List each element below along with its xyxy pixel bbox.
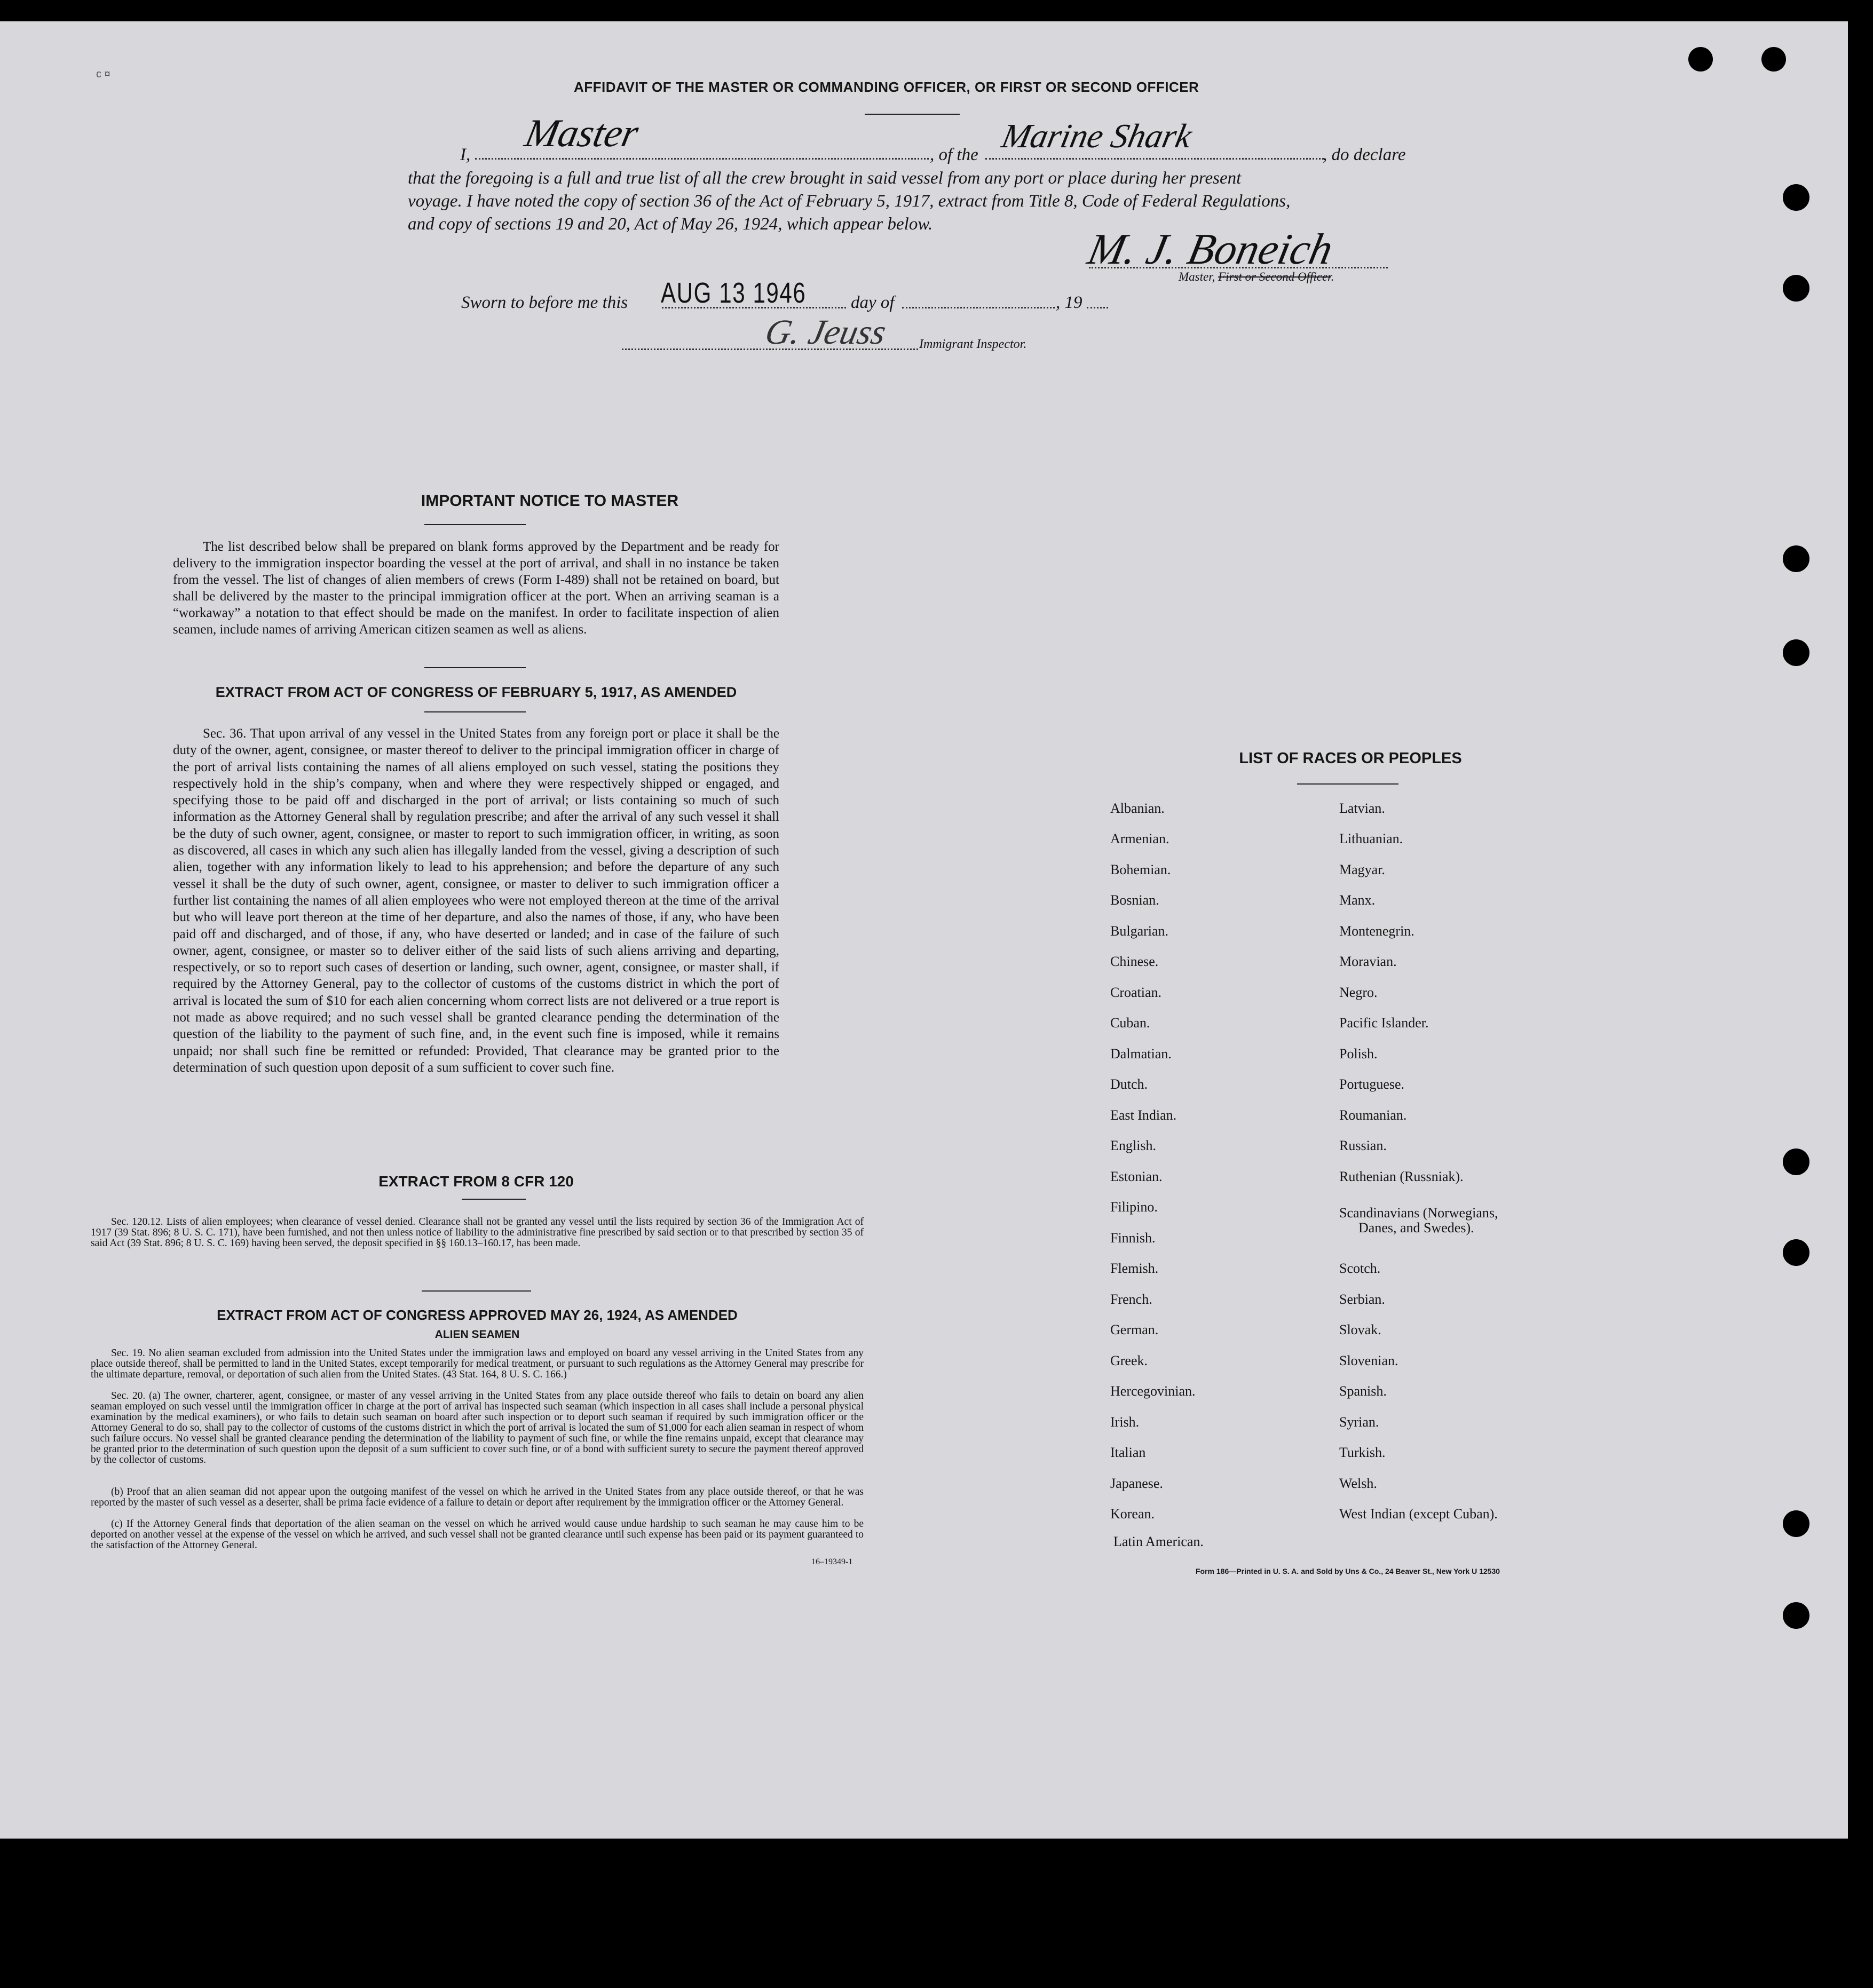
race-item-right: Manx. <box>1339 892 1376 908</box>
race-item-right: Portuguese. <box>1339 1076 1405 1092</box>
race-item-right: Slovak. <box>1339 1322 1381 1337</box>
month-field-line <box>902 307 1055 308</box>
race-item-right: Scotch. <box>1339 1261 1381 1276</box>
race-item-left: Flemish. <box>1110 1261 1159 1276</box>
signature-line <box>1089 267 1388 268</box>
race-item-left: Albanian. <box>1110 801 1165 816</box>
sec-19-text: Sec. 19. No alien seaman excluded from admission into the United States under the immigration laws and employed on board any vessel arriving in the United States from any place outside thereof, shall be permitted to land in the United States, except temporarily for medical treatment, or pursuant to such regulations as the Attorney General may prescribe for the ultimate departure, removal, or deportation of such alien from the United States. (43 Stat. 164, 8 U. S. C. 166.) <box>91 1348 864 1380</box>
divider <box>424 667 526 668</box>
race-item-left: Japanese. <box>1110 1476 1163 1491</box>
race-item-left: Bohemian. <box>1110 862 1171 877</box>
punch-hole <box>1783 639 1809 666</box>
form-number: 16–19349-1 <box>811 1557 853 1566</box>
race-item-left: Korean. <box>1110 1506 1155 1522</box>
divider <box>462 1199 526 1200</box>
extract-1924-heading: EXTRACT FROM ACT OF CONGRESS APPROVED MAY 26, 1924, AS AMENDED <box>217 1307 738 1323</box>
race-item-left: Greek. <box>1110 1353 1148 1368</box>
race-item-left: French. <box>1110 1292 1152 1307</box>
sworn-label: Sworn to before me this <box>461 293 628 312</box>
inspector-line <box>622 349 918 350</box>
race-item-right: Welsh. <box>1339 1476 1377 1491</box>
affidavit-line-2: that the foregoing is a full and true list of all the crew brought in said vessel from any port or place during her present <box>408 169 1242 188</box>
affidavit-line-3: voyage. I have noted the copy of section 36 of the Act of February 5, 1917, extract from Title 8, Code of Federal Regulations, <box>408 192 1291 211</box>
divider <box>1297 783 1398 785</box>
punch-hole <box>1761 47 1786 72</box>
punch-hole <box>1783 1239 1809 1266</box>
punch-hole <box>1783 1149 1809 1175</box>
race-item-left: Estonian. <box>1110 1169 1163 1184</box>
extract-cfr-heading: EXTRACT FROM 8 CFR 120 <box>378 1173 574 1190</box>
affidavit-heading: AFFIDAVIT OF THE MASTER OR COMMANDING OFFICER, OR FIRST OR SECOND OFFICER <box>574 79 1199 95</box>
race-item-right: Magyar. <box>1339 862 1385 877</box>
race-item-right: Scandinavians (Norwegians, <box>1339 1205 1498 1221</box>
of-the-label: , of the <box>930 145 978 164</box>
race-item-right: Turkish. <box>1339 1445 1386 1460</box>
race-item-right: Montenegrin. <box>1339 923 1414 939</box>
race-item-left: Filipino. <box>1110 1199 1158 1215</box>
race-item-right: Serbian. <box>1339 1292 1385 1307</box>
master-signature: M. J. Boneich <box>1084 225 1338 273</box>
notice-body: The list described below shall be prepared on blank forms approved by the Department and be ready for delivery to the immigration inspector boarding the vessel at the port of arrival, and shall in no instance be taken from the vessel. The list of changes of alien members of crews (Form I-489) shall not be retained on board, but shall be delivered by the master to the principal immigration officer at the port. When an arriving seaman is a “workaway” a notation to that effect should be made on the manifest. In order to facilitate inspection of alien seamen, include names of arriving American citizen seamen as well as aliens. <box>173 540 779 637</box>
race-item-left: East Indian. <box>1110 1107 1177 1123</box>
race-item-left: Finnish. <box>1110 1230 1156 1246</box>
race-item-left: Dutch. <box>1110 1076 1148 1092</box>
affidavit-line-4: and copy of sections 19 and 20, Act of May 26, 1924, which appear below. <box>408 215 933 234</box>
divider <box>424 524 526 525</box>
race-item-left: Bulgarian. <box>1110 923 1169 939</box>
race-item-left: Croatian. <box>1110 985 1162 1000</box>
race-item-left: Irish. <box>1110 1414 1140 1430</box>
corner-mark: c ¤ <box>96 68 110 80</box>
i-label: I, <box>460 145 471 164</box>
race-item-right: Russian. <box>1339 1138 1387 1153</box>
race-item-right: Spanish. <box>1339 1383 1387 1399</box>
race-item-right: Negro. <box>1339 985 1378 1000</box>
sec-20c-text: (c) If the Attorney General finds that deportation of the alien seaman on the vessel on which he arrived would cause undue hardship to such seaman he may cause him to be deported on another vessel at the expense of the vessel on which he arrived, and such vessel shall not be granted clearance until such expense has been paid or its payment guaranteed to the satisfaction of the Attorney General. <box>91 1518 864 1551</box>
race-item-left: Bosnian. <box>1110 892 1159 908</box>
race-item-left: German. <box>1110 1322 1159 1337</box>
vessel-name-handwritten: Marine Shark <box>998 117 1196 155</box>
race-item-left: Italian <box>1110 1445 1146 1460</box>
race-item-left: English. <box>1110 1138 1156 1153</box>
divider <box>422 1290 531 1292</box>
day-of-label: day of <box>851 293 895 312</box>
race-item-right: Slovenian. <box>1339 1353 1398 1368</box>
master-field-line <box>475 158 929 160</box>
divider <box>865 114 960 115</box>
alien-seamen-subheading: ALIEN SEAMEN <box>434 1328 520 1341</box>
inspector-caption: Immigrant Inspector. <box>919 337 1027 351</box>
divider <box>424 711 526 712</box>
race-item-right: Lithuanian. <box>1339 831 1403 846</box>
form-footer: Form 186—Printed in U. S. A. and Sold by Uns & Co., 24 Beaver St., New York U 12530 <box>1196 1567 1500 1575</box>
date-stamp: AUG 13 1946 <box>661 277 807 309</box>
extract-1917-heading: EXTRACT FROM ACT OF CONGRESS OF FEBRUARY 5, 1917, AS AMENDED <box>215 684 737 700</box>
punch-hole <box>1783 545 1809 572</box>
race-item-left: Latin American. <box>1113 1534 1204 1549</box>
race-item-right: Syrian. <box>1339 1414 1379 1430</box>
vessel-field-line <box>985 158 1324 160</box>
master-handwritten: Master <box>521 112 643 155</box>
race-item-left: Armenian. <box>1110 831 1169 846</box>
year-label: , 19 <box>1056 293 1082 312</box>
race-item-left: Hercegovinian. <box>1110 1383 1196 1399</box>
race-item-right: Ruthenian (Russniak). <box>1339 1169 1464 1184</box>
sec-20b-text: (b) Proof that an alien seaman did not appear upon the outgoing manifest of the vessel on which he arrived in the United States from any place outside thereof, or that he was reported by the master of such vessel as a deserter, shall be prima facie evidence of a failure to detain or deport after requirement by the immigration officer or the Attorney General. <box>91 1486 864 1508</box>
race-item-right: Moravian. <box>1339 954 1397 969</box>
race-item-right: Danes, and Swedes). <box>1358 1220 1474 1235</box>
punch-hole <box>1783 275 1809 302</box>
punch-hole <box>1783 1510 1809 1537</box>
inspector-signature: G. Jeuss <box>762 313 890 352</box>
extract-cfr-body: Sec. 120.12. Lists of alien employees; when clearance of vessel denied. Clearance shall not be granted any vessel until the lists required by section 36 of the Immigration Act of 1917 (39 Stat. 896; 8 U. S. C. 171), have been furnished, and not then unless notice of liability to the administrative fine prescribed by said section or to that prescribed by section 35 of said Act (39 Stat. 896; 8 U. S. C. 169) having been served, the deposit specified in §§ 160.13–160.17, has been made. <box>91 1216 864 1249</box>
notice-heading: IMPORTANT NOTICE TO MASTER <box>421 492 679 510</box>
declare-label: , do declare <box>1323 145 1406 164</box>
extract-1917-body: Sec. 36. That upon arrival of any vessel in the United States from any foreign port or place it shall be the duty of the owner, agent, consignee, or master thereof to deliver to the principal immigration officer in charge of the port of arrival lists containing the names of all aliens employed on such vessel, stating the positions they respectively hold in the ship’s company, when and where they were respectively shipped or engaged, and specifying those to be paid off and discharged in the port of arrival; or lists containing so much of such information as the Attorney General shall by regulation prescribe; and after the arrival of any such vessel it shall be the duty of such owner, agent, consignee, or master to report to such immigration officer, in writing, as soon as discovered, all cases in which any such alien has illegally landed from the vessel, giving a description of such alien, together with any information likely to lead to his apprehension; and before the departure of any such vessel it shall be the duty of such owner, agent, consignee, or master to deliver to such immigration officer a further list containing the names of all alien employees who were not employed thereon at the time of the arrival but who will leave port thereon at the time of her departure, and also the names of those, if any, who have been paid off and discharged, and of those, if any, who have deserted or landed; and in case of the failure of such owner, agent, consignee, or master so to deliver either of the said lists of such aliens arriving and departing, respectively, or so to report such cases of desertion or landing, such owner, agent, consignee, or master shall, if required by the Attorney General, pay to the collector of customs of the customs district in which the port of arrival is located the sum of $10 for each alien concerning whom correct lists are not delivered or a true report is not made as above required; and no such vessel shall be granted clearance pending the determination of the question of the liability to the payment of such fine, and, in the event such fine is imposed, while it remains unpaid; nor shall such fine be remitted or refunded: Provided, That clearance may be granted prior to the determination of such question upon deposit of a sum sufficient to cover such fine. <box>173 726 779 1075</box>
punch-hole <box>1783 1602 1809 1629</box>
signature-caption: Master, First or Second Officer. <box>1179 270 1334 283</box>
race-item-right: Polish. <box>1339 1046 1378 1062</box>
race-item-left: Chinese. <box>1110 954 1159 969</box>
race-item-left: Dalmatian. <box>1110 1046 1172 1062</box>
race-item-right: Roumanian. <box>1339 1107 1407 1123</box>
punch-hole <box>1783 184 1809 211</box>
race-item-right: West Indian (except Cuban). <box>1339 1506 1498 1522</box>
year-field-line <box>1087 307 1108 308</box>
race-item-right: Latvian. <box>1339 801 1385 816</box>
race-item-right: Pacific Islander. <box>1339 1015 1429 1031</box>
punch-hole <box>1688 47 1713 72</box>
race-item-left: Cuban. <box>1110 1015 1150 1031</box>
sec-20a-text: Sec. 20. (a) The owner, charterer, agent, consignee, or master of any vessel arriving in the United States from any place outside thereof who fails to detain on board any alien seaman employed on such vessel until the immigration officer in charge at the port of arrival has inspected such seaman (which inspection in all cases shall include a personal physical examination by the medical examiners), or who fails to detain such seaman on board after such inspection or to deport such seaman if required by such immigration officer or the Attorney General to do so, shall pay to the collector of customs of the customs district in which the port of arrival is located the sum of $1,000 for each alien seaman in respect of whom such failure occurs. No vessel shall be granted clearance pending the determination of the liability to payment of such fine, or while the fine remains unpaid, except that clearance may be granted prior to the determination of such question upon the deposit of a sum sufficient to cover such fine, or of a bond with sufficient surety to secure the payment thereof approved by the collector of customs. <box>91 1390 864 1466</box>
races-heading: LIST OF RACES OR PEOPLES <box>1239 750 1462 767</box>
